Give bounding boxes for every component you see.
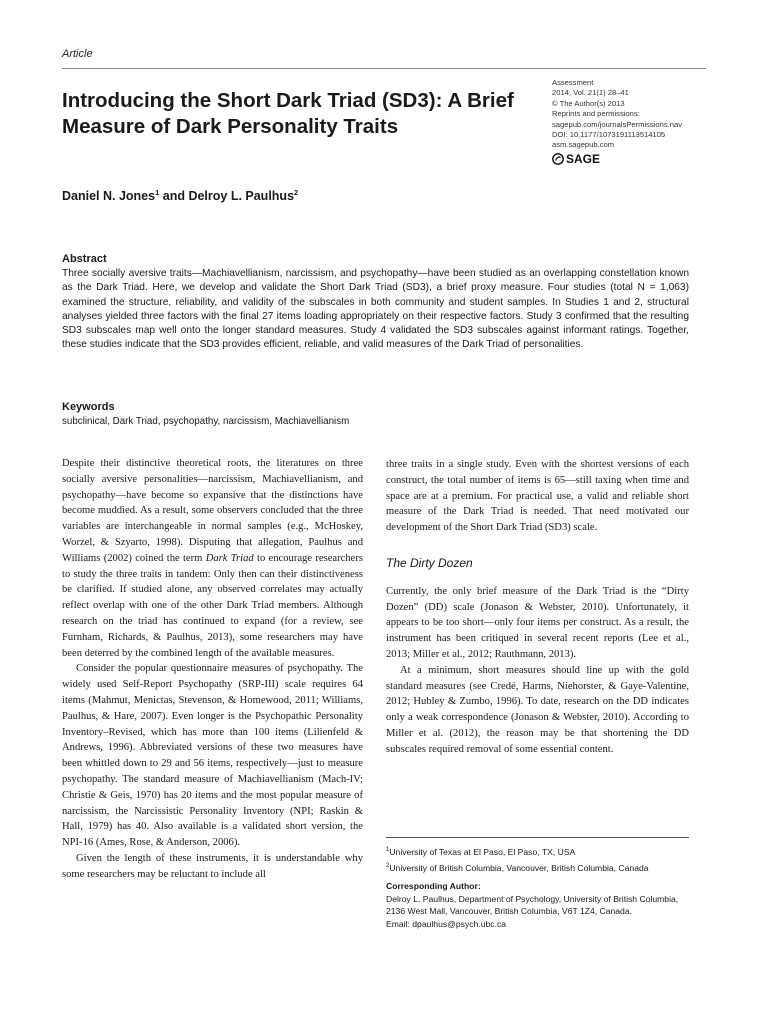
publisher-logo: [552, 153, 732, 165]
author-list: [62, 188, 298, 203]
affiliations: [386, 843, 696, 875]
journal-site-link[interactable]: asm.sagepub.com: [552, 140, 615, 150]
author-name: Delroy L. Paulhus: [188, 189, 295, 204]
keywords-heading: Keywords: [62, 401, 115, 413]
author-affiliation-marker: 2: [294, 188, 299, 197]
body-paragraph: At a minimum, short measures should line up with the gold standard measures (see Credé, Harms, Niehorster, & Gaye-Valentine, 2012; Hubley & Zumbo, 1996). To date, research on the DD indicates only a weak correspondence (Jonason & Webster, 2010). According to Miller et al. (2012), the reason may be that shortening the DD subscales required removal of some essential content.: [386, 664, 689, 755]
journal-reprints: Reprints and permissions:: [552, 109, 640, 119]
journal-meta: [552, 78, 732, 165]
footnote-divider: [386, 837, 689, 838]
body-column-left: [62, 456, 363, 883]
body-paragraph: Given the length of these instruments, it is understandable why some researchers may be reluctant to include all: [62, 852, 363, 880]
body-paragraph: three traits in a single study. Even with the shortest versions of each construct, the total number of items is 65—still taxing when time and space are at a premium. For practical use, a valid and reliable short measure of the Dark Triad is needed. That need motivated our development of the Short Dark Triad (SD3) scale.: [386, 459, 689, 534]
publisher-name: SAGE: [566, 151, 601, 166]
journal-volume: 2014, Vol. 21(1) 28–41: [552, 88, 629, 98]
journal-name: Assessment: [552, 78, 594, 87]
author-name: Daniel N. Jones: [62, 189, 156, 204]
affiliation-item: [386, 843, 696, 859]
affiliation-text: University of British Columbia, Vancouver, British Columbia, Canada: [389, 862, 649, 873]
italic-term: Dark Triad: [205, 552, 254, 564]
abstract-text: Three socially aversive traits—Machiavellianism, narcissism, and psychopathy—have been studied as an overlapping constellation known as the Dark Triad. Here, we develop and validate the Short Dark Triad (SD3), a brief proxy measure. Four studies (total N = 1,063) examined the structure, reliability, and validity of the subscales in both community and student samples. In Studies 1 and 2, structural analyses yielded three factors with the final 27 items loading appropriately on their respective factors. Study 3 confirmed that the resulting SD3 subscales map well onto the longer standard measures. Study 4 validated the SD3 subscales against informant ratings. Together, these studies indicate that the SD3 provides efficient, reliable, and valid measures of the Dark Triad of personalities.: [62, 268, 689, 351]
article-type-label: Article: [62, 48, 93, 60]
affiliation-text: University of Texas at El Paso, El Paso, TX, USA: [389, 846, 576, 857]
affiliation-item: [386, 859, 696, 875]
keywords-text: subclinical, Dark Triad, psychopathy, narcissism, Machiavellianism: [62, 416, 350, 427]
corresponding-author-heading: Corresponding Author:: [386, 881, 481, 891]
permissions-link[interactable]: sagepub.com/journalsPermissions.nav: [552, 119, 683, 129]
header-divider: [62, 68, 706, 69]
body-text: to encourage researchers to study the three traits in tandem: Only then can their distinctiveness be clarified. If studied alone, any observed correlates may actually reflect overlap with one of the other Dark Triad members. Although research on the triad has continued to expand (for a review, see Furnham, Richards, & Paulhus, 2013), some researchers may have been deterred by the combined length of the available measures.: [62, 552, 363, 659]
journal-copyright: © The Author(s) 2013: [552, 98, 625, 108]
author-affiliation-marker: 1: [155, 188, 160, 197]
abstract-heading: Abstract: [62, 253, 107, 265]
corresponding-author: [386, 880, 696, 930]
body-paragraph: Consider the popular questionnaire measures of psychopathy. The widely used Self-Report Psychopathy (SRP-III) scale requires 64 items (Mahmut, Menictas, Stevenson, & Homewood, 2011; Williams, Paulhus, & Hare, 2007). Even longer is the Psychopathic Personality Inventory–Revised, which has more than 100 items (Lilienfeld & Andrews, 1996). Abbreviated versions of these two measures have been whittled down to 29 and 56 items, respectively—just to measure psychopathy. The standard measure of Machiavellianism (Mach-IV; Christie & Geis, 1970) has 20 items and the most popular measure of narcissism, the Narcissistic Personality Inventory (NPI; Raskin & Hall, 1979) has 40. Also available is a validated short version, the NPI-16 (Ames, Rose, & Anderson, 2006).: [62, 663, 363, 849]
journal-doi[interactable]: DOI: 10.1177/1073191113514105: [552, 130, 666, 140]
body-text: Despite their distinctive theoretical roots, the literatures on three socially aversive personalities—narcissism, Machiavellianism, and psychopathy—have become so expansive that the distinctions have become muddied. As a result, some observers concluded that the three variables are interchangeable in normal samples (e.g., McHoskey, Worzel, & Szyarto, 1998). Disputing that allegation, Paulhus and Williams (2002) coined the term: [62, 458, 363, 564]
author-separator: and: [159, 189, 189, 204]
article-title: Introducing the Short Dark Triad (SD3): A Brief Measure of Dark Personality Traits: [62, 89, 514, 138]
affiliation-number: 2: [386, 862, 390, 869]
body-paragraph: Currently, the only brief measure of the Dark Triad is the “Dirty Dozen” (DD) scale (Jonason & Webster, 2010). Unfortunately, it appears to be too short—only four items per construct. As a result, the instrument has been critiqued in several recent reports (Lee et al., 2013; Miller et al., 2012; Rauthmann, 2013).: [386, 585, 689, 660]
corresponding-author-address: Delroy L. Paulhus, Department of Psychology, University of British Columbia, 2136 West Mall, Vancouver, British Columbia, V6T 1Z4, Canada.: [386, 893, 679, 917]
body-column-right: [386, 457, 689, 758]
corresponding-author-email[interactable]: Email: dpaulhus@psych.ubc.ca: [386, 918, 507, 929]
affiliation-number: 1: [386, 847, 390, 853]
body-paragraph: [62, 456, 363, 661]
section-heading: The Dirty Dozen: [386, 555, 473, 570]
sage-logo-icon: [552, 153, 564, 165]
